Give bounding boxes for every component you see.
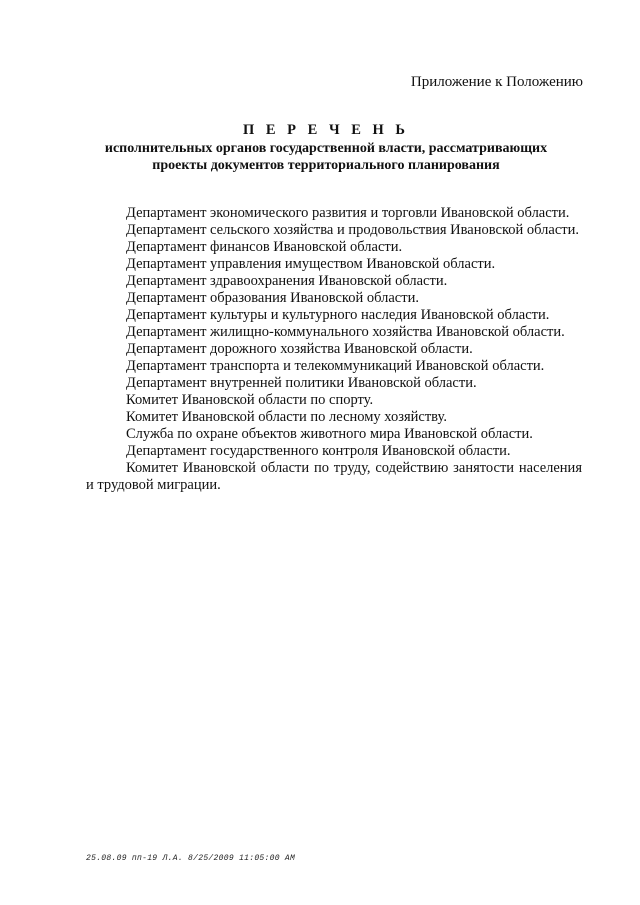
list-item: Комитет Ивановской области по труду, содействию занятости населения и трудовой миграции. (86, 460, 582, 493)
list-item: Комитет Ивановской области по спорту. (126, 392, 374, 408)
list-item: Служба по охране объектов животного мира Ивановской области. (126, 426, 533, 442)
footer-stamp: 25.08.09 пп-19 Л.А. 8/25/2009 11:05:00 AM (86, 854, 296, 863)
list-item: Департамент транспорта и телекоммуникаций Ивановской области. (126, 358, 545, 374)
list-item: Департамент образования Ивановской области. (126, 290, 419, 306)
subtitle-line-1: исполнительных органов государственной власти, рассматривающих (104, 141, 548, 156)
list-item: Департамент управления имуществом Ивановской области. (126, 256, 496, 272)
list-item: Департамент сельского хозяйства и продовольствия Ивановской области. (126, 222, 579, 238)
list-item: Департамент финансов Ивановской области. (126, 239, 403, 255)
list-item: Департамент культуры и культурного наследия Ивановской области. (126, 307, 550, 323)
appendix-label: Приложение к Положению (410, 74, 583, 90)
list-item: Департамент государственного контроля Ивановской области. (126, 443, 511, 459)
list-item: Департамент дорожного хозяйства Ивановской области. (126, 341, 473, 357)
departments-list (86, 205, 582, 494)
list-item: Департамент жилищно-коммунального хозяйства Ивановской области. (126, 324, 565, 340)
list-item: Департамент экономического развития и торговли Ивановской области. (126, 205, 570, 221)
document-title: П Е Р Е Ч Е Н Ь (242, 122, 410, 138)
subtitle-line-2: проекты документов территориального планирования (152, 158, 500, 173)
list-item: Департамент внутренней политики Ивановской области. (126, 375, 477, 391)
document-subtitle (70, 140, 582, 174)
list-item: Департамент здравоохранения Ивановской области. (126, 273, 448, 289)
list-item: Комитет Ивановской области по лесному хозяйству. (126, 409, 447, 425)
